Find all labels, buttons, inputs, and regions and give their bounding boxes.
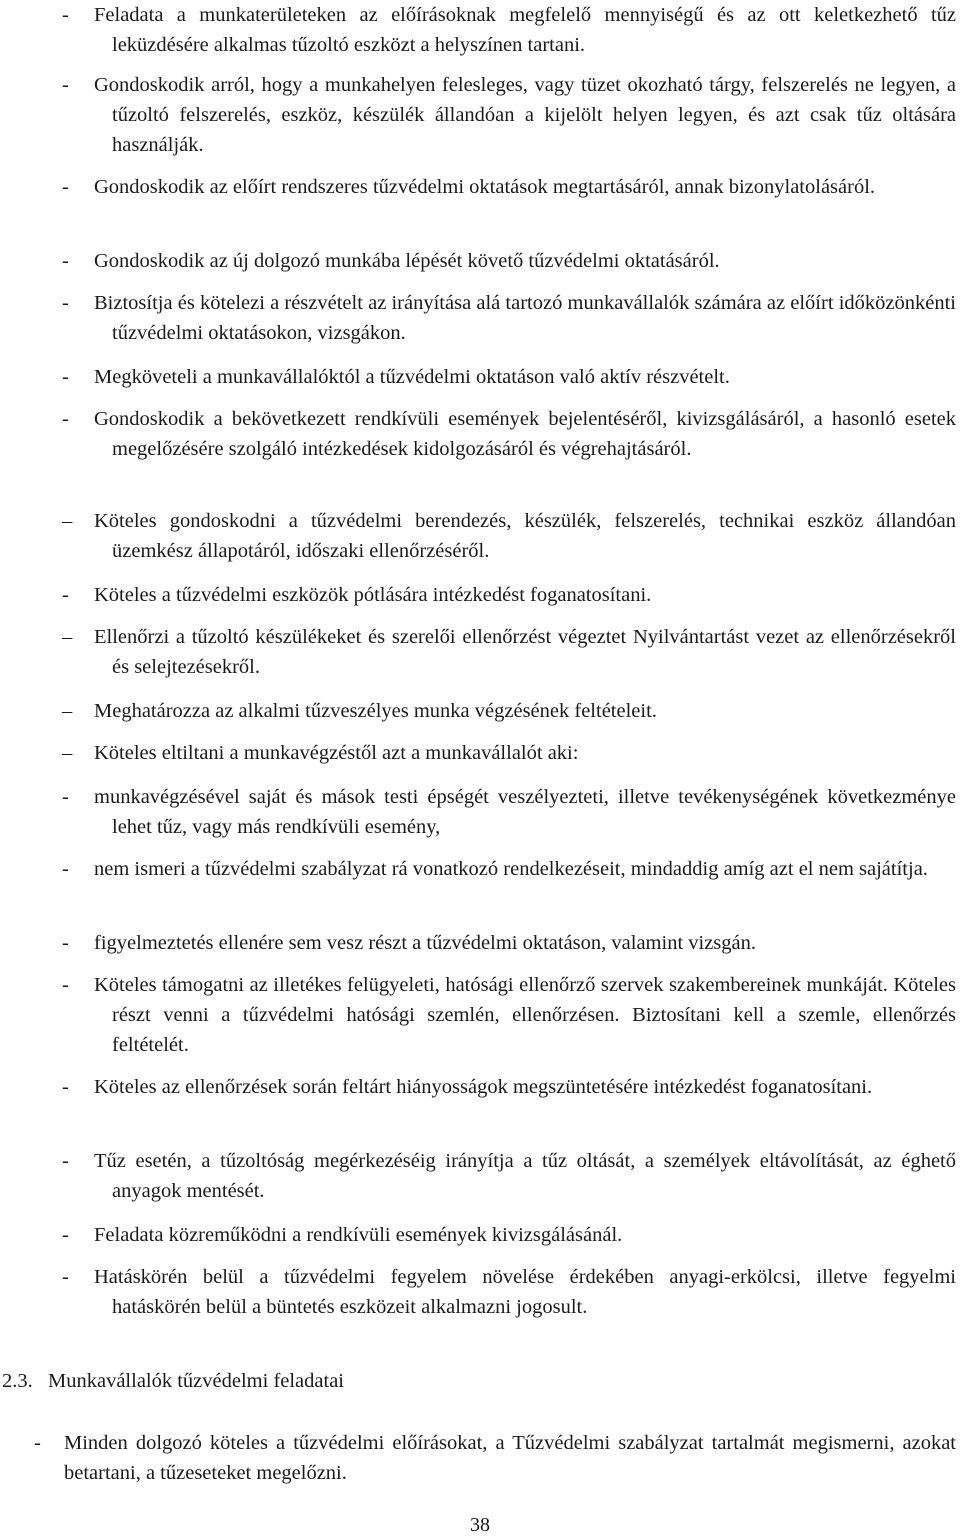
list-bullet: - — [62, 4, 69, 26]
list-bullet: - — [62, 366, 69, 388]
section-number: 2.3. — [2, 1370, 33, 1392]
list-item — [62, 622, 956, 682]
list-item — [62, 288, 956, 348]
page-number: 38 — [470, 1514, 490, 1536]
list-item — [62, 928, 956, 958]
list-item-text: Feladata közreműködni a rendkívüli események kivizsgálásánál. — [94, 1224, 623, 1246]
list-item — [62, 782, 956, 842]
list-dash: – — [62, 626, 73, 648]
list-item-text: Gondoskodik az előírt rendszeres tűzvédelmi oktatások megtartásáról, annak bizonylatolásáról. — [94, 176, 876, 198]
list-bullet: - — [62, 408, 69, 430]
list-bullet: - — [62, 292, 69, 314]
list-item-text: Gondoskodik az új dolgozó munkába lépését követő tűzvédelmi oktatásáról. — [94, 250, 720, 272]
list-item-text: Gondoskodik a bekövetkezett rendkívüli események bejelentéséről, kivizsgálásáról, a hasonló esetek megelőzésére szolgáló intézkedések kidolgozásáról és végrehajtásáról. — [94, 408, 956, 460]
list-bullet: - — [62, 584, 69, 606]
list-bullet: - — [62, 932, 69, 954]
list-item-text: Minden dolgozó köteles a tűzvédelmi előírásokat, a Tűzvédelmi szabályzat tartalmát megismerni, azokat betartani, a tűzeseteket megelőzni. — [64, 1432, 956, 1484]
list-item — [62, 738, 956, 768]
list-item-text: figyelmeztetés ellenére sem vesz részt a tűzvédelmi oktatáson, valamint vizsgán. — [94, 932, 757, 954]
list-item — [62, 172, 956, 202]
list-bullet: - — [34, 1432, 41, 1454]
list-item-text: Tűz esetén, a tűzoltóság megérkezéséig irányítja a tűz oltását, a személyek eltávolítását, az éghető anyagok mentését. — [94, 1150, 956, 1202]
list-item-text: Biztosítja és kötelezi a részvételt az irányítása alá tartozó munkavállalók számára az előírt időközönkénti tűzvédelmi oktatásokon, vizsgákon. — [94, 292, 956, 344]
list-item — [62, 404, 956, 464]
list-item — [62, 70, 956, 160]
list-bullet: - — [62, 250, 69, 272]
list-bullet: - — [62, 176, 69, 198]
list-item-text: Köteles eltiltani a munkavégzéstől azt a munkavállalót aki: — [94, 742, 579, 764]
list-item — [62, 696, 956, 726]
list-item — [62, 0, 956, 60]
list-item-text: Hatáskörén belül a tűzvédelmi fegyelem növelése érdekében anyagi-erkölcsi, illetve fegyelmi hatáskörén belül a büntetés eszközeit alkalmazni jogosult. — [94, 1266, 956, 1318]
list-bullet: - — [62, 1266, 69, 1288]
list-item — [62, 1220, 956, 1250]
list-item-text: Megköveteli a munkavállalóktól a tűzvédelmi oktatáson való aktív részvételt. — [94, 366, 730, 388]
list-bullet: - — [62, 1076, 69, 1098]
list-item — [62, 1072, 956, 1102]
section-heading — [2, 1366, 344, 1396]
list-item-text: Meghatározza az alkalmi tűzveszélyes munka végzésének feltételeit. — [94, 700, 657, 722]
list-item-text: Köteles a tűzvédelmi eszközök pótlására intézkedést foganatosítani. — [94, 584, 652, 606]
list-item-text: munkavégzésével saját és mások testi épségét veszélyezteti, illetve tevékenységének következménye lehet tűz, vagy más rendkívüli esemény, — [94, 786, 956, 838]
list-item-text: Gondoskodik arról, hogy a munkahelyen felesleges, vagy tüzet okozható tárgy, felszerelés ne legyen, a tűzoltó felszerelés, eszköz, készülék állandóan a kijelölt helyen legyen, és azt csak tűz oltására használják. — [94, 74, 956, 156]
list-bullet: - — [62, 74, 69, 96]
list-item-text: Feladata a munkaterületeken az előírásoknak megfelelő mennyiségű és az ott keletkezhető tűz leküzdésére alkalmas tűzoltó eszközt a helyszínen tartani. — [94, 4, 956, 56]
list-item — [62, 362, 956, 392]
list-item-text: Köteles az ellenőrzések során feltárt hiányosságok megszüntetésére intézkedést foganatosítani. — [94, 1076, 873, 1098]
list-bullet: - — [62, 974, 69, 996]
list-item-text: Köteles gondoskodni a tűzvédelmi berendezés, készülék, felszerelés, technikai eszköz állandóan üzemkész állapotáról, időszaki ellenőrzéséről. — [94, 510, 956, 562]
list-bullet: - — [62, 1150, 69, 1172]
list-dash: – — [62, 742, 73, 764]
list-bullet: - — [62, 786, 69, 808]
list-item — [62, 854, 956, 884]
list-item-text: Köteles támogatni az illetékes felügyeleti, hatósági ellenőrző szervek szakembereinek munkáját. Köteles részt venni a tűzvédelmi hatósági szemlén, ellenőrzésen. Biztosítani kell a szemle, ellenőrzés feltételét. — [94, 974, 956, 1056]
list-item-text: Ellenőrzi a tűzoltó készülékeket és szerelői ellenőrzést végeztet Nyilvántartást vezet az ellenőrzésekről és selejtezésekről. — [94, 626, 956, 678]
list-bullet: - — [62, 1224, 69, 1246]
list-item — [62, 506, 956, 566]
list-item — [62, 1262, 956, 1322]
list-item — [34, 1428, 956, 1488]
list-dash: – — [62, 700, 73, 722]
list-item-text: nem ismeri a tűzvédelmi szabályzat rá vonatkozó rendelkezéseit, mindaddig amíg azt el nem sajátítja. — [94, 858, 928, 880]
list-bullet: - — [62, 858, 69, 880]
list-dash: – — [62, 510, 73, 532]
list-item — [62, 580, 956, 610]
list-item — [62, 1146, 956, 1206]
list-item — [62, 246, 956, 276]
list-item — [62, 970, 956, 1060]
section-title: Munkavállalók tűzvédelmi feladatai — [48, 1370, 344, 1392]
